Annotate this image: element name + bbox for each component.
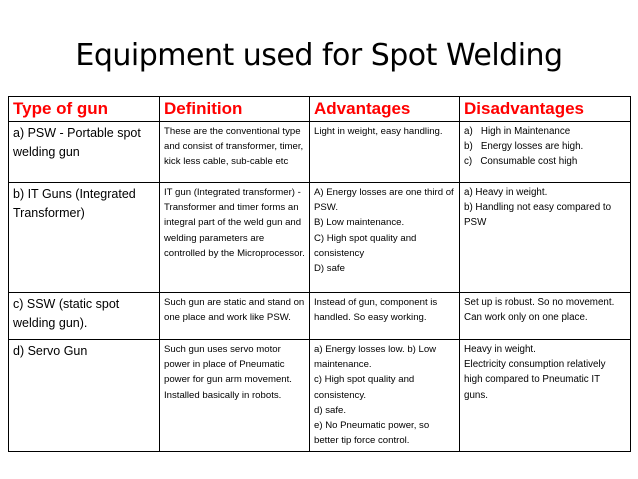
header-advantages: Advantages xyxy=(310,97,460,122)
advantage-line: D) safe xyxy=(314,263,345,275)
cell-disadvantages xyxy=(460,183,631,293)
cell-type: a) PSW - Portable spot welding gun xyxy=(9,122,160,183)
disadvantage-line: a) Heavy in weight. xyxy=(464,187,548,198)
cell-advantages xyxy=(310,293,460,340)
advantage-line: c) High spot quality and consistency. xyxy=(314,374,415,401)
cell-type: b) IT Guns (Integrated Transformer) xyxy=(9,183,160,293)
disadvantage-line: b) Energy losses are high. xyxy=(464,141,584,153)
disadvantage-line: Heavy in weight. xyxy=(464,344,536,355)
header-row xyxy=(9,97,631,122)
cell-definition: IT gun (Integrated transformer) - Transformer and timer forms an integral part of the weld gun and welding parameters are controlled by the Microprocessor. xyxy=(160,183,310,293)
cell-disadvantages xyxy=(460,340,631,452)
cell-disadvantages xyxy=(460,122,631,183)
advantage-line: C) High spot quality and consistency xyxy=(314,232,417,259)
equipment-table xyxy=(8,96,631,452)
cell-advantages xyxy=(310,340,460,452)
advantage-line: B) Low maintenance. xyxy=(314,217,405,229)
disadvantage-line: Set up is robust. So no movement. Can work only on one place. xyxy=(464,297,615,324)
cell-advantages xyxy=(310,183,460,293)
advantage-line: d) safe. xyxy=(314,404,346,416)
header-disadvantages: Disadvantages xyxy=(460,97,631,122)
cell-definition: Such gun are static and stand on one place and work like PSW. xyxy=(160,293,310,340)
advantage-line: a) Energy losses low. b) Low maintenance. xyxy=(314,344,437,371)
header-definition: Definition xyxy=(160,97,310,122)
cell-definition: These are the conventional type and consist of transformer, timer, kick less cable, sub-cable etc xyxy=(160,122,310,183)
disadvantage-line: a) High in Maintenance xyxy=(464,126,571,137)
disadvantage-line: c) Consumable cost high xyxy=(464,156,578,168)
cell-definition: Such gun uses servo motor power in place of Pneumatic power for gun arm movement. Installed basically in robots. xyxy=(160,340,310,452)
cell-advantages xyxy=(310,122,460,183)
cell-type: c) SSW (static spot welding gun). xyxy=(9,293,160,340)
table-row xyxy=(9,340,631,452)
disadvantage-line: Electricity consumption relatively high compared to Pneumatic IT guns. xyxy=(464,359,606,401)
cell-type: d) Servo Gun xyxy=(9,340,160,452)
advantage-line: e) No Pneumatic power, so better tip force control. xyxy=(314,420,430,447)
table-row xyxy=(9,183,631,293)
cell-disadvantages xyxy=(460,293,631,340)
table-row xyxy=(9,122,631,183)
disadvantage-line: b) Handling not easy compared to PSW xyxy=(464,202,612,229)
advantage-line: Light in weight, easy handling. xyxy=(314,126,443,137)
table-row xyxy=(9,293,631,340)
page-title: Equipment used for Spot Welding xyxy=(75,38,563,73)
advantage-line: Instead of gun, component is handled. So easy working. xyxy=(314,297,438,324)
advantage-line: A) Energy losses are one third of PSW. xyxy=(314,187,454,214)
header-type-of-gun: Type of gun xyxy=(9,97,160,122)
